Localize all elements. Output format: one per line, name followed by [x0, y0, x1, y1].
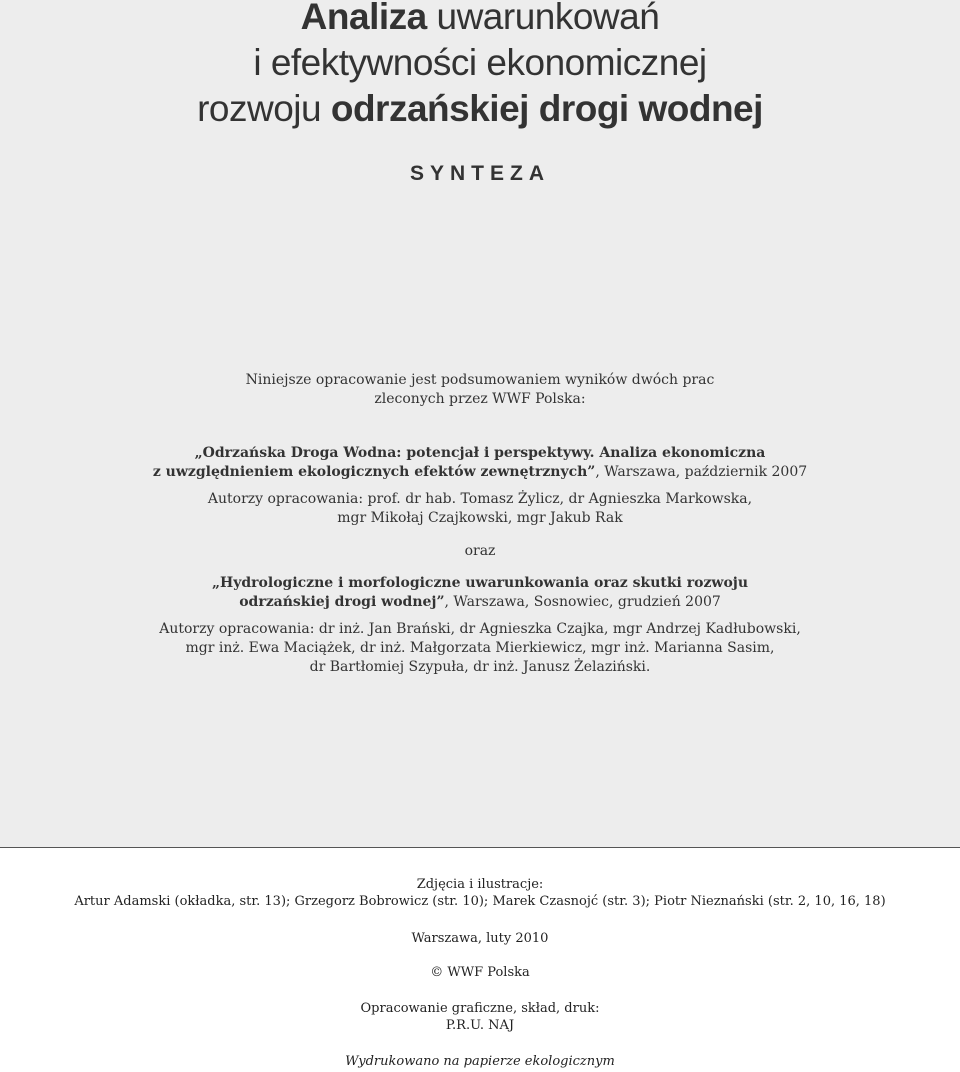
intro-text [0, 371, 960, 409]
conjunction: oraz [464, 543, 496, 559]
work2-authors-line: mgr inż. Ewa Maciążek, dr inż. Małgorzata Mierkiewicz, mgr inż. Marianna Sasim, [185, 640, 775, 656]
work1-authors [0, 490, 960, 528]
work2-title-line: „Hydrologiczne i morfologiczne uwarunkowania oraz skutki rozwoju [211, 575, 749, 591]
document-title [0, 0, 960, 132]
design-credits [0, 1000, 960, 1034]
title-line3-light: rozwoju [197, 88, 331, 129]
title-line3-bold: odrzańskiej drogi wodnej [330, 88, 763, 129]
title-bold-word: Analiza [300, 0, 427, 37]
work1-title-rest: , Warszawa, październik 2007 [595, 464, 808, 480]
title-line1-rest: uwarunkowań [426, 0, 660, 37]
design-label: Opracowanie graficzne, skład, druk: [360, 1001, 600, 1016]
divider [0, 847, 960, 848]
design-text: P.R.U. NAJ [445, 1018, 515, 1033]
work1-title [0, 444, 960, 482]
work2-authors-line: Autorzy opracowania: dr inż. Jan Brański, dr Agnieszka Czajka, mgr Andrzej Kadłubowski, [159, 621, 801, 637]
subtitle: SYNTEZA [409, 162, 550, 185]
work1-authors-line: Autorzy opracowania: prof. dr hab. Tomasz Żylicz, dr Agnieszka Markowska, [207, 491, 753, 507]
work1-title-bold: z uwzględnieniem ekologicznych efektów zewnętrznych” [152, 464, 596, 480]
intro-line: zleconych przez WWF Polska: [374, 391, 586, 407]
place-date: Warszawa, luty 2010 [411, 931, 549, 946]
photo-credits [0, 876, 960, 910]
printed-note: Wydrukowano na papierze ekologicznym [345, 1054, 615, 1069]
work2-title-bold: odrzańskiej drogi wodnej” [239, 594, 445, 610]
work2-title [0, 574, 960, 612]
work2-authors [0, 620, 960, 677]
title-line2: i efektywności ekonomicznej [253, 42, 707, 83]
work1-title-line: „Odrzańska Droga Wodna: potencjał i perspektywy. Analiza ekonomiczna [194, 445, 766, 461]
copyright: © WWF Polska [430, 965, 530, 980]
photo-credits-label: Zdjęcia i ilustracje: [416, 877, 544, 892]
work2-title-rest: , Warszawa, Sosnowiec, grudzień 2007 [444, 594, 721, 610]
work2-authors-line: dr Bartłomiej Szypuła, dr inż. Janusz Żelaziński. [309, 659, 651, 675]
photo-credits-text: Artur Adamski (okładka, str. 13); Grzegorz Bobrowicz (str. 10); Marek Czasnojć (str. 3); Piotr Nieznański (str. 2, 10, 16, 18) [74, 894, 886, 909]
work1-authors-line: mgr Mikołaj Czajkowski, mgr Jakub Rak [337, 510, 623, 526]
intro-line: Niniejsze opracowanie jest podsumowaniem wyników dwóch prac [245, 372, 715, 388]
